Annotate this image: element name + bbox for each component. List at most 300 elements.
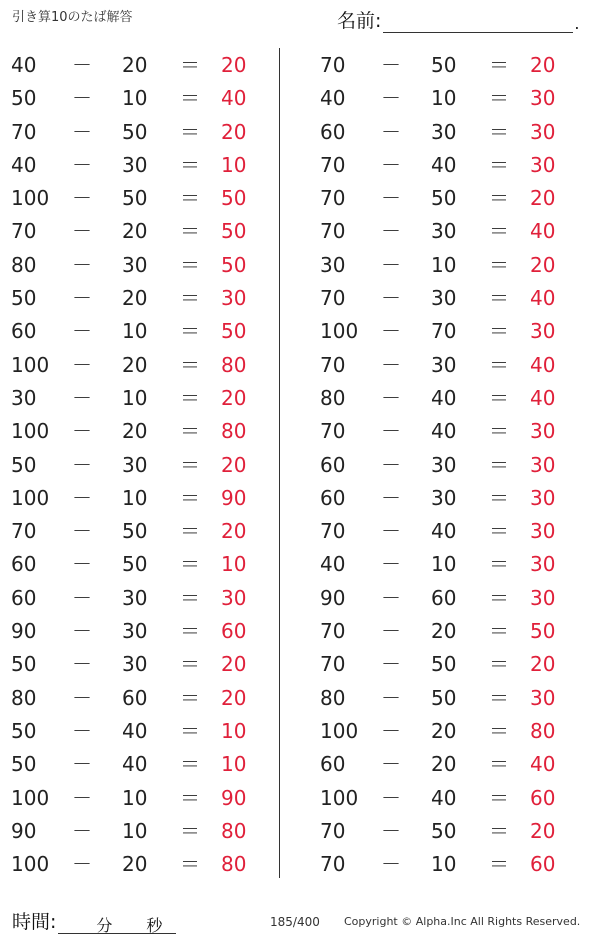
problem-row [0, 348, 290, 381]
minus-sign: － [72, 685, 92, 710]
answer: 20 [221, 53, 247, 77]
minus-sign: － [381, 186, 401, 211]
time-blank-line [58, 913, 176, 934]
subtrahend: 40 [122, 718, 148, 743]
minuend: 60 [320, 752, 346, 777]
subtrahend: 10 [122, 818, 148, 843]
subtrahend: 10 [122, 485, 148, 510]
minus-sign: － [72, 86, 92, 111]
answer: 80 [530, 718, 556, 743]
answer: 90 [221, 485, 247, 510]
subtrahend: 50 [122, 552, 148, 577]
problem-row [309, 481, 599, 514]
minus-sign: － [72, 385, 92, 410]
subtrahend: 30 [431, 119, 457, 144]
minuend: 90 [11, 818, 37, 843]
equals-sign: ＝ [489, 519, 509, 544]
problem-row [309, 148, 599, 181]
time-label: 時間: [12, 911, 57, 933]
minus-sign: － [381, 119, 401, 144]
minus-sign: － [72, 119, 92, 144]
answer: 40 [530, 219, 556, 244]
problem-row [0, 248, 290, 281]
minus-sign: － [72, 53, 92, 77]
problem-row [309, 414, 599, 447]
minuend: 70 [320, 619, 346, 644]
name-field [337, 6, 580, 33]
seconds-label: 秒 [146, 916, 163, 935]
minuend: 30 [11, 385, 37, 410]
equals-sign: ＝ [180, 86, 200, 111]
equals-sign: ＝ [180, 785, 200, 810]
answer: 30 [530, 519, 556, 544]
answer: 50 [221, 186, 247, 211]
answer: 20 [530, 252, 556, 277]
equals-sign: ＝ [489, 119, 509, 144]
equals-sign: ＝ [489, 685, 509, 710]
equals-sign: ＝ [180, 186, 200, 211]
equals-sign: ＝ [489, 319, 509, 344]
answer: 30 [530, 119, 556, 144]
minus-sign: － [381, 652, 401, 677]
minuend: 80 [320, 685, 346, 710]
minuend: 60 [11, 319, 37, 344]
problem-row [0, 814, 290, 847]
equals-sign: ＝ [180, 119, 200, 144]
subtrahend: 50 [122, 119, 148, 144]
minus-sign: － [72, 485, 92, 510]
minus-sign: － [72, 352, 92, 377]
problem-row [309, 781, 599, 814]
equals-sign: ＝ [489, 619, 509, 644]
answer: 40 [530, 352, 556, 377]
minus-sign: － [72, 585, 92, 610]
problems-left-column [0, 48, 290, 880]
minus-sign: － [381, 319, 401, 344]
subtrahend: 10 [122, 86, 148, 111]
equals-sign: ＝ [489, 552, 509, 577]
subtrahend: 20 [431, 718, 457, 743]
minus-sign: － [72, 219, 92, 244]
minus-sign: － [72, 785, 92, 810]
answer: 10 [221, 752, 247, 777]
equals-sign: ＝ [489, 252, 509, 277]
answer: 30 [530, 152, 556, 177]
minus-sign: － [72, 752, 92, 777]
minuend: 40 [320, 552, 346, 577]
subtrahend: 10 [122, 785, 148, 810]
worksheet-title: 引き算10のたば解答 [12, 10, 133, 25]
subtrahend: 10 [122, 319, 148, 344]
equals-sign: ＝ [180, 852, 200, 877]
minuend: 70 [320, 53, 346, 77]
equals-sign: ＝ [180, 385, 200, 410]
answer: 40 [221, 86, 247, 111]
minus-sign: － [72, 152, 92, 177]
minuend: 60 [320, 485, 346, 510]
answer: 10 [221, 718, 247, 743]
problem-row [0, 181, 290, 214]
subtrahend: 10 [431, 252, 457, 277]
problem-row [0, 314, 290, 347]
answer: 90 [221, 785, 247, 810]
problem-row [0, 214, 290, 247]
minus-sign: － [381, 452, 401, 477]
minuend: 70 [320, 519, 346, 544]
minus-sign: － [72, 186, 92, 211]
minus-sign: － [72, 852, 92, 877]
minus-sign: － [72, 718, 92, 743]
minuend: 100 [11, 419, 50, 444]
answer: 30 [530, 452, 556, 477]
minuend: 70 [320, 186, 346, 211]
equals-sign: ＝ [489, 652, 509, 677]
minuend: 50 [11, 286, 37, 311]
minuend: 70 [320, 419, 346, 444]
equals-sign: ＝ [180, 152, 200, 177]
equals-sign: ＝ [489, 385, 509, 410]
answer: 50 [221, 319, 247, 344]
problem-row [0, 714, 290, 747]
subtrahend: 50 [431, 652, 457, 677]
problem-row [0, 847, 290, 880]
subtrahend: 50 [431, 818, 457, 843]
subtrahend: 10 [431, 552, 457, 577]
problem-row [0, 148, 290, 181]
subtrahend: 50 [431, 53, 457, 77]
minus-sign: － [381, 785, 401, 810]
problem-row [309, 281, 599, 314]
answer: 80 [221, 818, 247, 843]
minuend: 100 [11, 352, 50, 377]
minus-sign: － [381, 552, 401, 577]
answer: 50 [530, 619, 556, 644]
problem-row [309, 547, 599, 580]
subtrahend: 30 [431, 286, 457, 311]
subtrahend: 30 [122, 619, 148, 644]
minus-sign: － [72, 818, 92, 843]
problem-row [309, 214, 599, 247]
minuend: 80 [11, 252, 37, 277]
subtrahend: 60 [431, 585, 457, 610]
minuend: 80 [320, 385, 346, 410]
answer: 20 [530, 53, 556, 77]
subtrahend: 30 [122, 652, 148, 677]
minus-sign: － [381, 585, 401, 610]
equals-sign: ＝ [180, 485, 200, 510]
minuend: 40 [11, 53, 37, 77]
problem-row [0, 581, 290, 614]
equals-sign: ＝ [180, 419, 200, 444]
subtrahend: 30 [431, 219, 457, 244]
subtrahend: 30 [431, 452, 457, 477]
problem-row [309, 381, 599, 414]
minus-sign: － [72, 519, 92, 544]
answer: 20 [221, 685, 247, 710]
problem-row [0, 48, 290, 81]
minus-sign: － [381, 219, 401, 244]
problem-row [309, 514, 599, 547]
equals-sign: ＝ [180, 352, 200, 377]
minuend: 100 [320, 718, 359, 743]
minus-sign: － [381, 152, 401, 177]
problem-row [309, 581, 599, 614]
minus-sign: － [72, 619, 92, 644]
answer: 20 [221, 452, 247, 477]
equals-sign: ＝ [180, 452, 200, 477]
equals-sign: ＝ [180, 252, 200, 277]
problem-row [309, 847, 599, 880]
equals-sign: ＝ [489, 585, 509, 610]
subtrahend: 30 [431, 352, 457, 377]
equals-sign: ＝ [489, 219, 509, 244]
problem-row [0, 781, 290, 814]
problems-right-column [309, 48, 599, 880]
answer: 20 [530, 652, 556, 677]
equals-sign: ＝ [180, 219, 200, 244]
equals-sign: ＝ [180, 718, 200, 743]
minus-sign: － [381, 385, 401, 410]
column-divider [279, 48, 280, 878]
minuend: 80 [11, 685, 37, 710]
problem-row [0, 281, 290, 314]
minus-sign: － [381, 352, 401, 377]
subtrahend: 20 [122, 352, 148, 377]
problem-row [309, 48, 599, 81]
problem-row [309, 81, 599, 114]
answer: 30 [530, 419, 556, 444]
minuend: 100 [320, 785, 359, 810]
minus-sign: － [72, 252, 92, 277]
subtrahend: 50 [122, 186, 148, 211]
subtrahend: 20 [122, 53, 148, 77]
answer: 20 [221, 119, 247, 144]
minus-sign: － [381, 752, 401, 777]
problem-row [0, 614, 290, 647]
minus-sign: － [381, 53, 401, 77]
problem-row [309, 348, 599, 381]
minuend: 70 [320, 352, 346, 377]
minuend: 70 [320, 286, 346, 311]
minus-sign: － [381, 718, 401, 743]
equals-sign: ＝ [489, 86, 509, 111]
equals-sign: ＝ [180, 619, 200, 644]
minus-sign: － [72, 652, 92, 677]
minuend: 60 [11, 585, 37, 610]
subtrahend: 30 [122, 452, 148, 477]
answer: 10 [221, 152, 247, 177]
subtrahend: 20 [431, 752, 457, 777]
equals-sign: ＝ [180, 685, 200, 710]
minuend: 100 [11, 186, 50, 211]
problem-row [309, 448, 599, 481]
problem-row [0, 681, 290, 714]
answer: 30 [530, 86, 556, 111]
answer: 20 [530, 818, 556, 843]
equals-sign: ＝ [180, 585, 200, 610]
subtrahend: 20 [431, 619, 457, 644]
subtrahend: 40 [431, 785, 457, 810]
equals-sign: ＝ [180, 552, 200, 577]
minus-sign: － [72, 319, 92, 344]
answer: 30 [530, 585, 556, 610]
problem-row [0, 448, 290, 481]
answer: 40 [530, 752, 556, 777]
minuend: 30 [320, 252, 346, 277]
minus-sign: － [381, 286, 401, 311]
problem-row [309, 248, 599, 281]
equals-sign: ＝ [180, 319, 200, 344]
equals-sign: ＝ [180, 286, 200, 311]
subtrahend: 50 [122, 519, 148, 544]
problem-row [0, 115, 290, 148]
minuend: 40 [320, 86, 346, 111]
minuend: 40 [11, 152, 37, 177]
minus-sign: － [381, 685, 401, 710]
subtrahend: 40 [431, 419, 457, 444]
minutes-label: 分 [96, 916, 113, 935]
answer: 40 [530, 385, 556, 410]
minuend: 100 [320, 319, 359, 344]
equals-sign: ＝ [489, 785, 509, 810]
answer: 50 [221, 219, 247, 244]
answer: 30 [221, 286, 247, 311]
minus-sign: － [72, 419, 92, 444]
minuend: 100 [11, 485, 50, 510]
minuend: 60 [320, 119, 346, 144]
problem-row [0, 747, 290, 780]
answer: 30 [530, 552, 556, 577]
subtrahend: 30 [122, 585, 148, 610]
subtrahend: 40 [431, 519, 457, 544]
equals-sign: ＝ [489, 53, 509, 77]
page-number: 185/400 [270, 915, 320, 929]
name-blank-line [383, 12, 573, 33]
name-label: 名前: [337, 10, 382, 32]
minuend: 70 [320, 219, 346, 244]
problem-row [309, 747, 599, 780]
answer: 20 [221, 652, 247, 677]
problem-row [0, 647, 290, 680]
minuend: 70 [320, 652, 346, 677]
equals-sign: ＝ [180, 519, 200, 544]
minuend: 50 [11, 752, 37, 777]
minuend: 70 [320, 852, 346, 877]
minus-sign: － [381, 619, 401, 644]
subtrahend: 40 [431, 152, 457, 177]
equals-sign: ＝ [180, 652, 200, 677]
answer: 30 [530, 685, 556, 710]
minus-sign: － [381, 419, 401, 444]
answer: 30 [530, 319, 556, 344]
problem-row [309, 314, 599, 347]
equals-sign: ＝ [180, 53, 200, 77]
subtrahend: 10 [122, 385, 148, 410]
minus-sign: － [72, 452, 92, 477]
equals-sign: ＝ [489, 352, 509, 377]
problem-row [309, 181, 599, 214]
minuend: 60 [320, 452, 346, 477]
subtrahend: 10 [431, 86, 457, 111]
time-field [12, 907, 176, 934]
name-dot: . [574, 14, 580, 33]
equals-sign: ＝ [489, 752, 509, 777]
problem-row [309, 614, 599, 647]
minuend: 50 [11, 652, 37, 677]
equals-sign: ＝ [180, 818, 200, 843]
answer: 80 [221, 352, 247, 377]
answer: 80 [221, 419, 247, 444]
minuend: 50 [11, 86, 37, 111]
equals-sign: ＝ [489, 718, 509, 743]
minus-sign: － [72, 286, 92, 311]
subtrahend: 60 [122, 685, 148, 710]
minuend: 50 [11, 718, 37, 743]
equals-sign: ＝ [489, 452, 509, 477]
subtrahend: 20 [122, 852, 148, 877]
minus-sign: － [381, 485, 401, 510]
subtrahend: 30 [122, 252, 148, 277]
answer: 30 [221, 585, 247, 610]
minus-sign: － [381, 852, 401, 877]
answer: 60 [530, 852, 556, 877]
answer: 10 [221, 552, 247, 577]
subtrahend: 70 [431, 319, 457, 344]
subtrahend: 50 [431, 685, 457, 710]
answer: 60 [530, 785, 556, 810]
equals-sign: ＝ [489, 852, 509, 877]
subtrahend: 40 [122, 752, 148, 777]
answer: 20 [221, 385, 247, 410]
minuend: 70 [11, 219, 37, 244]
subtrahend: 10 [431, 852, 457, 877]
answer: 50 [221, 252, 247, 277]
minuend: 70 [320, 152, 346, 177]
minuend: 100 [11, 785, 50, 810]
equals-sign: ＝ [489, 286, 509, 311]
equals-sign: ＝ [489, 419, 509, 444]
problem-row [0, 81, 290, 114]
equals-sign: ＝ [489, 186, 509, 211]
answer: 20 [530, 186, 556, 211]
problem-row [309, 647, 599, 680]
subtrahend: 20 [122, 286, 148, 311]
subtrahend: 40 [431, 385, 457, 410]
minuend: 60 [11, 552, 37, 577]
minuend: 50 [11, 452, 37, 477]
minus-sign: － [381, 818, 401, 843]
subtrahend: 30 [122, 152, 148, 177]
subtrahend: 20 [122, 219, 148, 244]
minuend: 100 [11, 852, 50, 877]
minus-sign: － [72, 552, 92, 577]
problem-row [0, 514, 290, 547]
subtrahend: 50 [431, 186, 457, 211]
answer: 40 [530, 286, 556, 311]
subtrahend: 20 [122, 419, 148, 444]
answer: 60 [221, 619, 247, 644]
minuend: 70 [320, 818, 346, 843]
problem-row [309, 814, 599, 847]
problem-row [309, 714, 599, 747]
answer: 80 [221, 852, 247, 877]
problem-row [0, 414, 290, 447]
minuend: 90 [320, 585, 346, 610]
answer: 20 [221, 519, 247, 544]
equals-sign: ＝ [489, 818, 509, 843]
minuend: 90 [11, 619, 37, 644]
minuend: 70 [11, 119, 37, 144]
